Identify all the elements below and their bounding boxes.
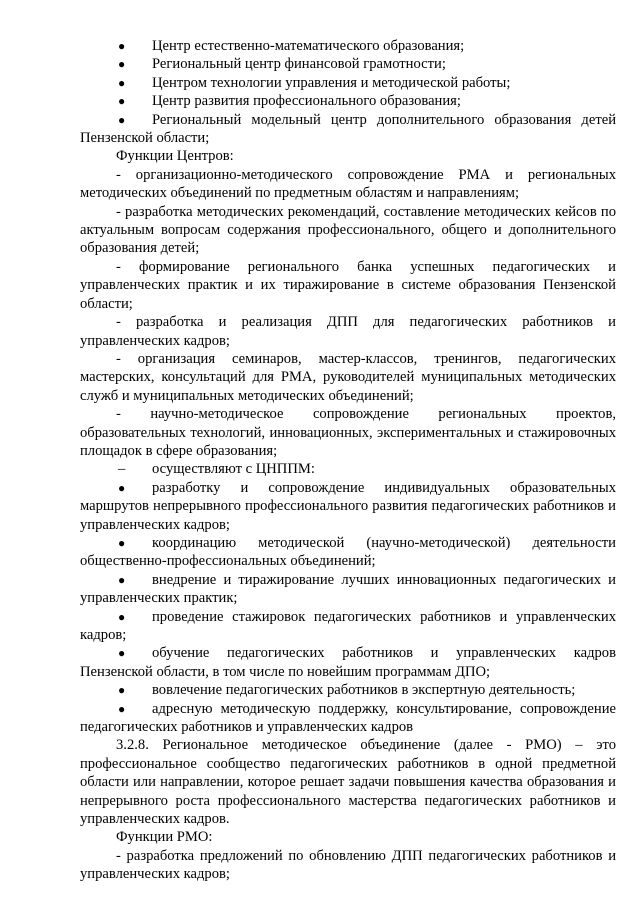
rmo-heading: Функции РМО: xyxy=(116,829,213,846)
cnppm-list-item: ● координацию методической (научно-методической) деятельности общественно-профессиональных объединений; xyxy=(80,534,616,570)
section-paragraph: 3.2.8. Региональное методическое объединение (далее - РМО) – это профессиональное сообщество педагогических работников в одной предметной области или направлении, которое решает задачи повышения качества образования и непрерывного роста профессионального мастерства педагогических работников и управленческих кадров. xyxy=(80,737,616,828)
center-list-item: ● Региональный центр финансовой грамотности; xyxy=(118,56,446,73)
rmo-function-item: - разработка предложений по обновлению ДПП педагогических работников и управленческих кадров; xyxy=(80,847,616,883)
bullet-icon: ● xyxy=(118,701,126,716)
function-item: - организация семинаров, мастер-классов, тренингов, педагогических мастерских, консультаций для РМА, руководителей муниципальных методических служб и муниципальных методических объединений; xyxy=(80,350,616,404)
center-list-item: ● Центром технологии управления и методической работы; xyxy=(118,74,511,91)
function-item: - формирование регионального банка успешных педагогических и управленческих практик и их тиражирование в системе образования Пензенской области; xyxy=(80,258,616,312)
function-item: - организационно-методического сопровождение РМА и региональных методических объединений по предметным областям и направлениям; xyxy=(80,166,616,202)
bullet-icon: ● xyxy=(118,535,126,550)
bullet-icon: ● xyxy=(118,572,126,587)
cnppm-list-item: ● проведение стажировок педагогических работников и управленческих кадров; xyxy=(80,608,616,643)
bullet-icon: ● xyxy=(118,683,126,698)
cnppm-heading: – осуществляют с ЦНППМ: xyxy=(118,461,315,478)
dash-marker: – xyxy=(118,461,126,478)
function-item: - разработка и реализация ДПП для педагогических работников и управленческих кадров; xyxy=(80,314,616,349)
bullet-icon: ● xyxy=(118,57,126,72)
bullet-icon: ● xyxy=(118,480,126,495)
center-list-item: ● Центр естественно-математического образования; xyxy=(118,38,465,54)
bullet-icon: ● xyxy=(118,75,126,90)
cnppm-list-item: ● адресную методическую поддержку, консультирование, сопровождение педагогических работников и управленческих кадров xyxy=(80,700,616,736)
function-item: - разработка методических рекомендаций, составление методических кейсов по актуальным вопросам содержания профессионального, общего и дополнительного образования детей; xyxy=(80,203,616,257)
bullet-icon: ● xyxy=(118,609,126,624)
center-list-item: ● Региональный модельный центр дополнительного образования детей Пензенской области; xyxy=(80,111,616,147)
bullet-icon: ● xyxy=(118,39,126,53)
cnppm-list-item: ● разработку и сопровождение индивидуальных образовательных маршрутов непрерывного профессионального развития педагогических работников и управленческих кадров; xyxy=(80,479,616,533)
function-item: - научно-методическое сопровождение региональных проектов, образовательных технологий, инновационных, экспериментальных и стажировочных площадок в сфере образования; xyxy=(80,406,616,459)
cnppm-list-item: ● внедрение и тиражирование лучших инновационных педагогических и управленческих практик; xyxy=(80,571,616,607)
bullet-icon: ● xyxy=(118,646,126,661)
bullet-icon: ● xyxy=(118,94,126,109)
cnppm-list-item: ● обучение педагогических работников и управленческих кадров Пензенской области, в том числе по новейшим программам ДПО; xyxy=(80,645,616,680)
cnppm-list-item: ● вовлечение педагогических работников в экспертную деятельность; xyxy=(118,682,576,699)
bullet-icon: ● xyxy=(118,112,126,127)
functions-heading: Функции Центров: xyxy=(116,148,234,165)
center-list-item: ● Центр развития профессионального образования; xyxy=(118,93,461,110)
